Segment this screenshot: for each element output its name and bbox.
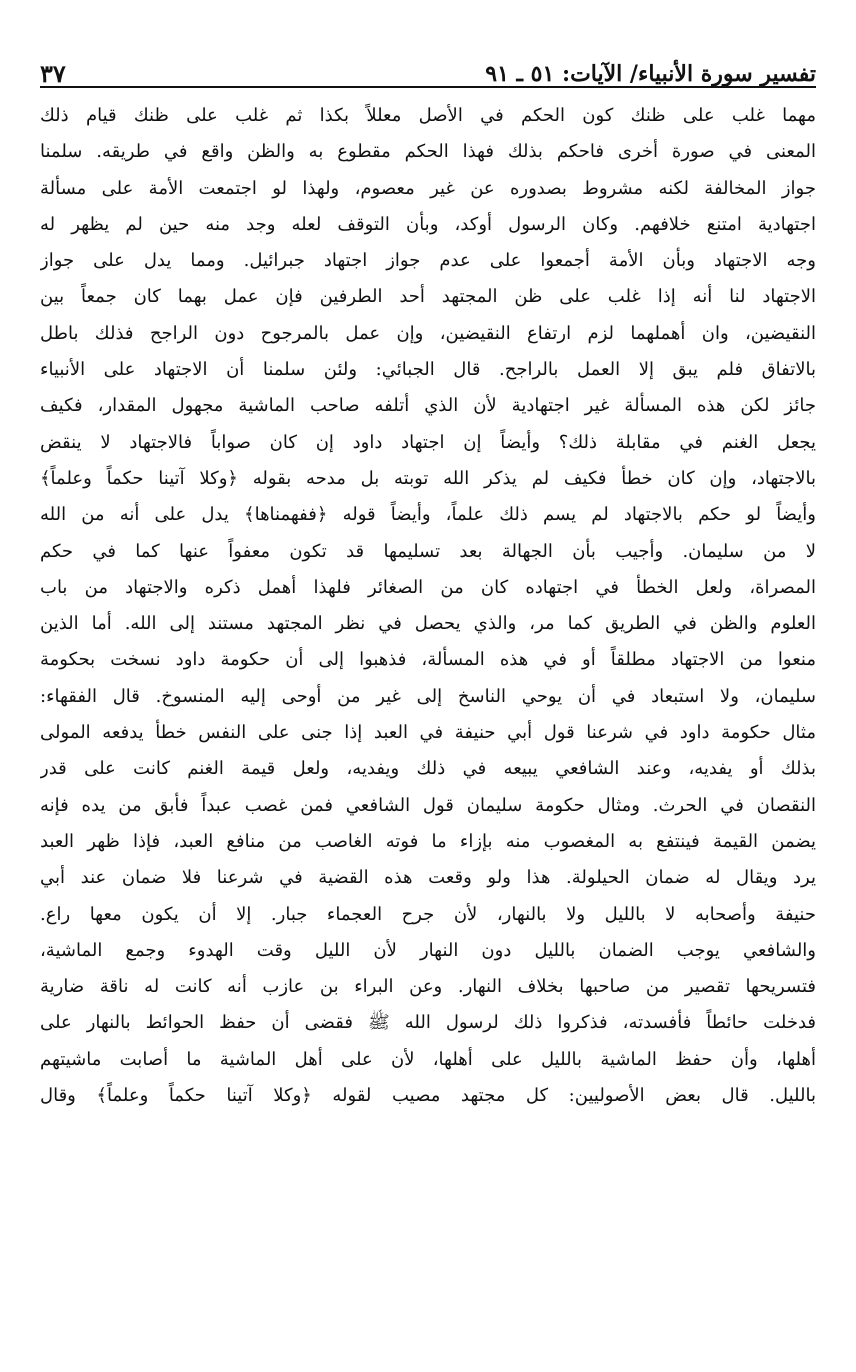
text-line: يرد ويقال له ضمان الحيلولة. هذا ولو وقعت هذه القضية في شرعنا فلا ضمان عند أبي [40, 867, 816, 889]
text-line: أهلها، وأن حفظ الماشية بالليل على أهلها، لأن على أهل الماشية ما أصابت ماشيتهم [40, 1048, 816, 1070]
text-line: وجه الاجتهاد وبأن الأمة أجمعوا على عدم جواز اجتهاد جبرائيل. ومما يدل على جواز [40, 250, 816, 272]
text-line: لا من سليمان. وأجيب بأن الجهالة بعد تسليمها قد تكون معفواً عنها كما في حكم [40, 540, 816, 562]
text-line: سليمان، ولا استبعاد في أن يوحي الناسخ إلى غير من أوحى إليه المنسوخ. قال الفقهاء: [40, 685, 816, 707]
text-line: حنيفة وأصحابه لا بالليل ولا بالنهار، لأن جرح العجماء جبار. إلا أن يكون معها راع. [40, 903, 816, 925]
text-line: جواز المخالفة لكنه مشروط بصدوره عن غير معصوم، ولهذا لو اجتمعت الأمة على مسألة [40, 177, 816, 199]
text-line: بالليل. قال بعض الأصوليين: كل مجتهد مصيب لقوله ﴿وكلا آتينا حكماً وعلماً﴾ وقال [40, 1085, 816, 1107]
text-line: بالاتفاق فلم يبق إلا العمل بالراجح. قال الجبائي: ولئن سلمنا أن الاجتهاد على الأنبياء [40, 359, 816, 381]
text-line: يجعل الغنم في مقابلة ذلك؟ وأيضاً إن اجتهاد داود إن كان صواباً فالاجتهاد لا ينقض [40, 431, 816, 453]
text-line: فتسريحها تقصير من صاحبها بخلاف النهار. وعن البراء بن عازب أنه كانت له ناقة ضارية [40, 976, 816, 998]
header-rule [40, 86, 816, 88]
text-line: المعنى في صورة أخرى فاحكم بذلك فهذا الحكم مقطوع به والظن واقع في طريقه. سلمنا [40, 141, 816, 163]
text-line: اجتهادية امتنع خلافهم. وكان الرسول أوكد، وبأن التوقف لعله وجد منه حين لم يظهر له [40, 213, 816, 235]
text-line: منعوا من الاجتهاد مطلقاً أو في هذه المسألة، فذهبوا إلى أن حكومة داود نسخت بحكومة [40, 649, 816, 671]
page-number: ٣٧ [40, 59, 66, 88]
text-line: العلوم والظن في الطريق كما مر، والذي يحصل في نظر المجتهد مستند إلى الله. أما الذين [40, 613, 816, 635]
text-line: بالاجتهاد، وإن كان خطأ فكيف لم يذكر الله توبته بل مدحه بقوله ﴿وكلا آتينا حكماً وعلماً﴾ [40, 467, 816, 489]
text-line: وأيضاً لو حكم بالاجتهاد لم يسم ذلك علماً، وأيضاً قوله ﴿ففهمناها﴾ يدل على أنه من الله [40, 504, 816, 526]
body-text [40, 98, 816, 1114]
text-line: النقصان في الحرث. ومثال حكومة سليمان قول الشافعي فمن غصب عبداً فأبق من يده فإنه [40, 794, 816, 816]
text-line: يضمن القيمة فينتفع به المغصوب منه بإزاء ما فوته الغاصب من منافع العبد، فإذا ظهر العبد [40, 830, 816, 852]
text-line: المصراة، ولعل الخطأ في اجتهاده كان من الصغائر فلهذا أهمل ذكره والاجتهاد من باب [40, 576, 816, 598]
text-line: الاجتهاد لنا أنه إذا غلب على ظن المجتهد أحد الطرفين فإن عمل بهما كان جمعاً بين [40, 286, 816, 308]
text-line: بذلك أو يفديه، وعند الشافعي يبيعه في ذلك ويفديه، ولعل قيمة الغنم كانت على قدر [40, 758, 816, 780]
page-header [40, 44, 816, 88]
text-line: مثال حكومة داود في شرعنا قول أبي حنيفة في العبد إذا جنى على النفس خطأ يدفعه المولى [40, 722, 816, 744]
text-line: مهما غلب على ظنك كون الحكم في الأصل معللاً بكذا ثم غلب على ظنك قيام ذلك [40, 105, 816, 126]
text-line: فدخلت حائطاً فأفسدته، فذكروا ذلك لرسول الله ﷺ فقضى أن حفظ الحوائط بالنهار على [40, 1012, 816, 1034]
running-title: تفسير سورة الأنبياء/ الآيات: ٥١ ـ ٩١ [485, 61, 816, 87]
text-line: جائز لكن هذه المسألة غير اجتهادية لأن الذي أتلفه صاحب الماشية مجهول المقدار، فكيف [40, 395, 816, 417]
text-line: والشافعي يوجب الضمان بالليل دون النهار لأن الليل وقت الهدوء وجمع الماشية، [40, 939, 816, 961]
text-line: النقيضين، وان أهملهما لزم ارتفاع النقيضين، وإن عمل بالمرجوح دون الراجح فذلك باطل [40, 322, 816, 344]
